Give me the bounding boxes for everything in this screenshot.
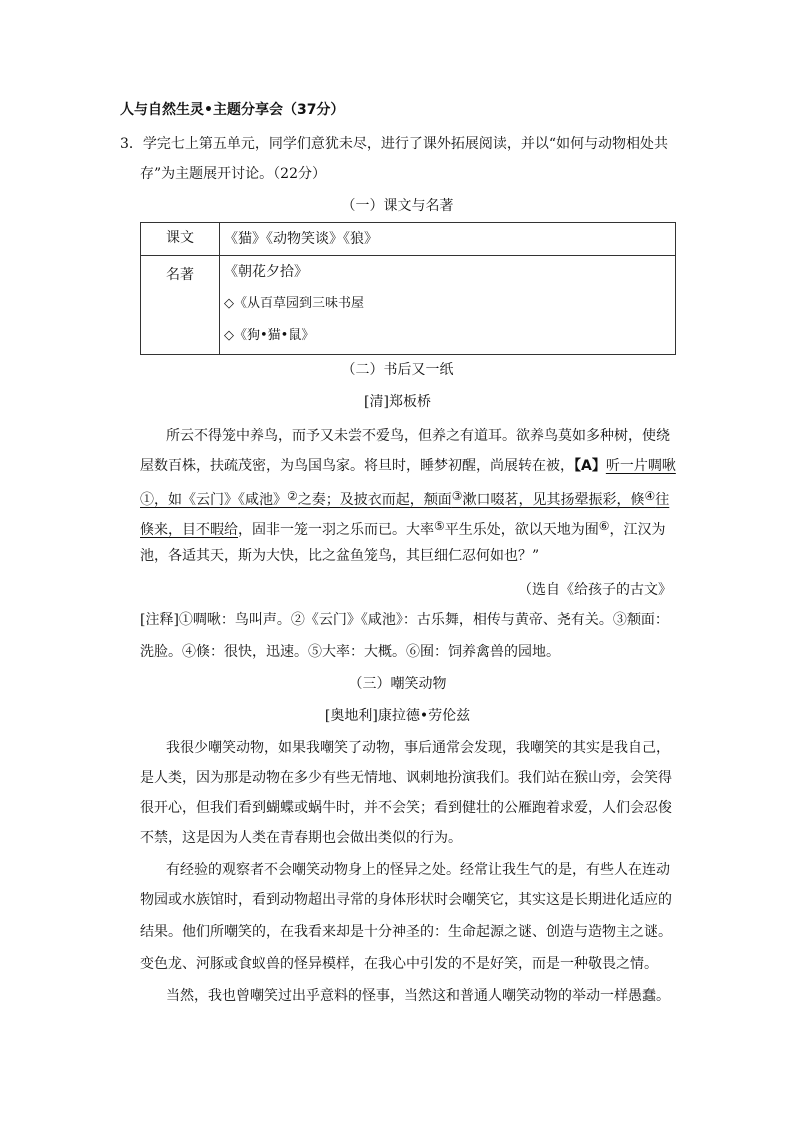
underlined-phrase-1: 听一片啁啾 (605, 458, 676, 474)
part2-line4-seg-b: 平生乐处，欲以天地为囿 (444, 522, 599, 538)
question-line-1: 3．学完七上第五单元，同学们意犹未尽，进行了课外拓展阅读，并以“如何与动物相处共 (120, 136, 669, 152)
note-ref-4: ④ (644, 489, 656, 503)
part2-line4-seg-a: ，固非一笼一羽之乐而已。大率 (238, 522, 434, 538)
part2-author: [清]郑板桥 (364, 394, 431, 410)
part3-text-line: 物园或水族馆时，看到动物超出寻常的身体形状时会嘲笑它，其实这是长期进化适应的 (140, 892, 672, 908)
part2-text-line-2-plain: 屋数百株，扶疏茂密，为鸟国鸟家。将旦时，睡梦初醒，尚展转在被， (140, 458, 574, 474)
note-ref-6: ⑥ (598, 519, 610, 533)
part2-text-line-4 (140, 516, 666, 540)
table-row-textbook (141, 223, 676, 256)
question-line-2: 存”为主题展开讨论。（22分） (140, 166, 326, 182)
marker-a: 【A】 (574, 458, 606, 474)
classic-item-2: ◇《狗•猫•鼠》 (224, 328, 315, 343)
classic-book-title: 《朝花夕拾》 (224, 264, 308, 280)
part3-text-line: 结果。他们所嘲笑的，在我看来却是十分神圣的：生命起源之谜、创造与造物主之谜。 (140, 924, 672, 940)
part2-text-line-2 (140, 456, 676, 476)
part2-source: （选自《给孩子的古文》 (518, 582, 672, 598)
part2-line3-seg-d: 往 (655, 492, 670, 508)
part2-note-line-2: 洗脸。④倏：很快，迅速。⑤大率：大概。⑥囿：饲养禽兽的园地。 (140, 644, 560, 660)
table-cell-textbook (220, 223, 676, 256)
part1-title: （一）课文与名著 (341, 198, 454, 214)
note-ref-2: ② (287, 489, 298, 503)
note-ref-3: ③ (451, 489, 463, 503)
part2-line4-seg-c: ，江汉为 (609, 522, 666, 538)
table-head-textbook: 课文 (141, 223, 220, 256)
part2-line3-seg-a: ，如《云门》《咸池》 (154, 492, 287, 508)
part2-title: （二）书后又一纸 (341, 362, 454, 378)
part3-title: （三）嘲笑动物 (348, 676, 447, 692)
table-head-classics: 名著 (141, 256, 220, 355)
part3-author: [奥地利]康拉德•劳伦兹 (324, 708, 471, 724)
part3-text-line: 我很少嘲笑动物，如果我嘲笑了动物，事后通常会发现，我嘲笑的其实是我自己， (166, 740, 670, 756)
part2-line3-seg-b: 之奏；及披衣而起，颒面 (297, 492, 452, 508)
classic-item-1: ◇《从百草园到三味书屋 (224, 296, 364, 311)
part3-text-line: 不禁，这是因为人类在青春期也会做出类似的行为。 (140, 830, 462, 846)
part2-text-line-3 (140, 486, 669, 510)
part2-line3-seg-c: 漱口啜茗，见其扬翚振彩，倏 (462, 492, 645, 508)
reference-table (140, 222, 676, 355)
part3-text-line: 当然，我也曾嘲笑过出乎意料的怪事，当然这和普通人嘲笑动物的举动一样愚蠢。 (166, 988, 670, 1004)
note-ref-1: ① (140, 492, 154, 508)
underlined-phrase-2: 倏来，目不暇给 (140, 522, 238, 538)
section-title: 人与自然生灵•主题分享会（37分） (120, 102, 345, 118)
table-cell-classics (220, 256, 676, 355)
textbook-list: 《猫》《动物笑谈》《狼》 (224, 231, 378, 247)
note-ref-5: ⑤ (434, 519, 445, 533)
part3-text-line: 很开心，但我们看到蝴蝶或蜗牛时，并不会笑；看到健壮的公雁跑着求爱，人们会忍俊 (140, 800, 672, 816)
part3-text-line: 变色龙、河豚或食蚁兽的怪异模样，在我心中引发的不是好笑，而是一种敬畏之情。 (140, 956, 658, 972)
part3-text-line: 有经验的观察者不会嘲笑动物身上的怪异之处。经常让我生气的是，有些人在连动 (166, 862, 670, 878)
part2-text-line-5: 池，各适其天，斯为大快，比之盆鱼笼鸟，其巨细仁忍何如也？” (140, 548, 540, 564)
part2-note-line-1: [注释]①啁啾：鸟叫声。②《云门》《咸池》：古乐舞，相传与黄帝、尧有关。③颒面： (140, 612, 669, 628)
part3-text-line: 是人类，因为那是动物在多少有些无情地、讽刺地扮演我们。我们站在猴山旁，会笑得 (140, 770, 672, 786)
table-row-classics (141, 256, 676, 355)
part2-text-line-1: 所云不得笼中养鸟，而予又未尝不爱鸟，但养之有道耳。欲养鸟莫如多种树，使绕 (166, 428, 670, 444)
